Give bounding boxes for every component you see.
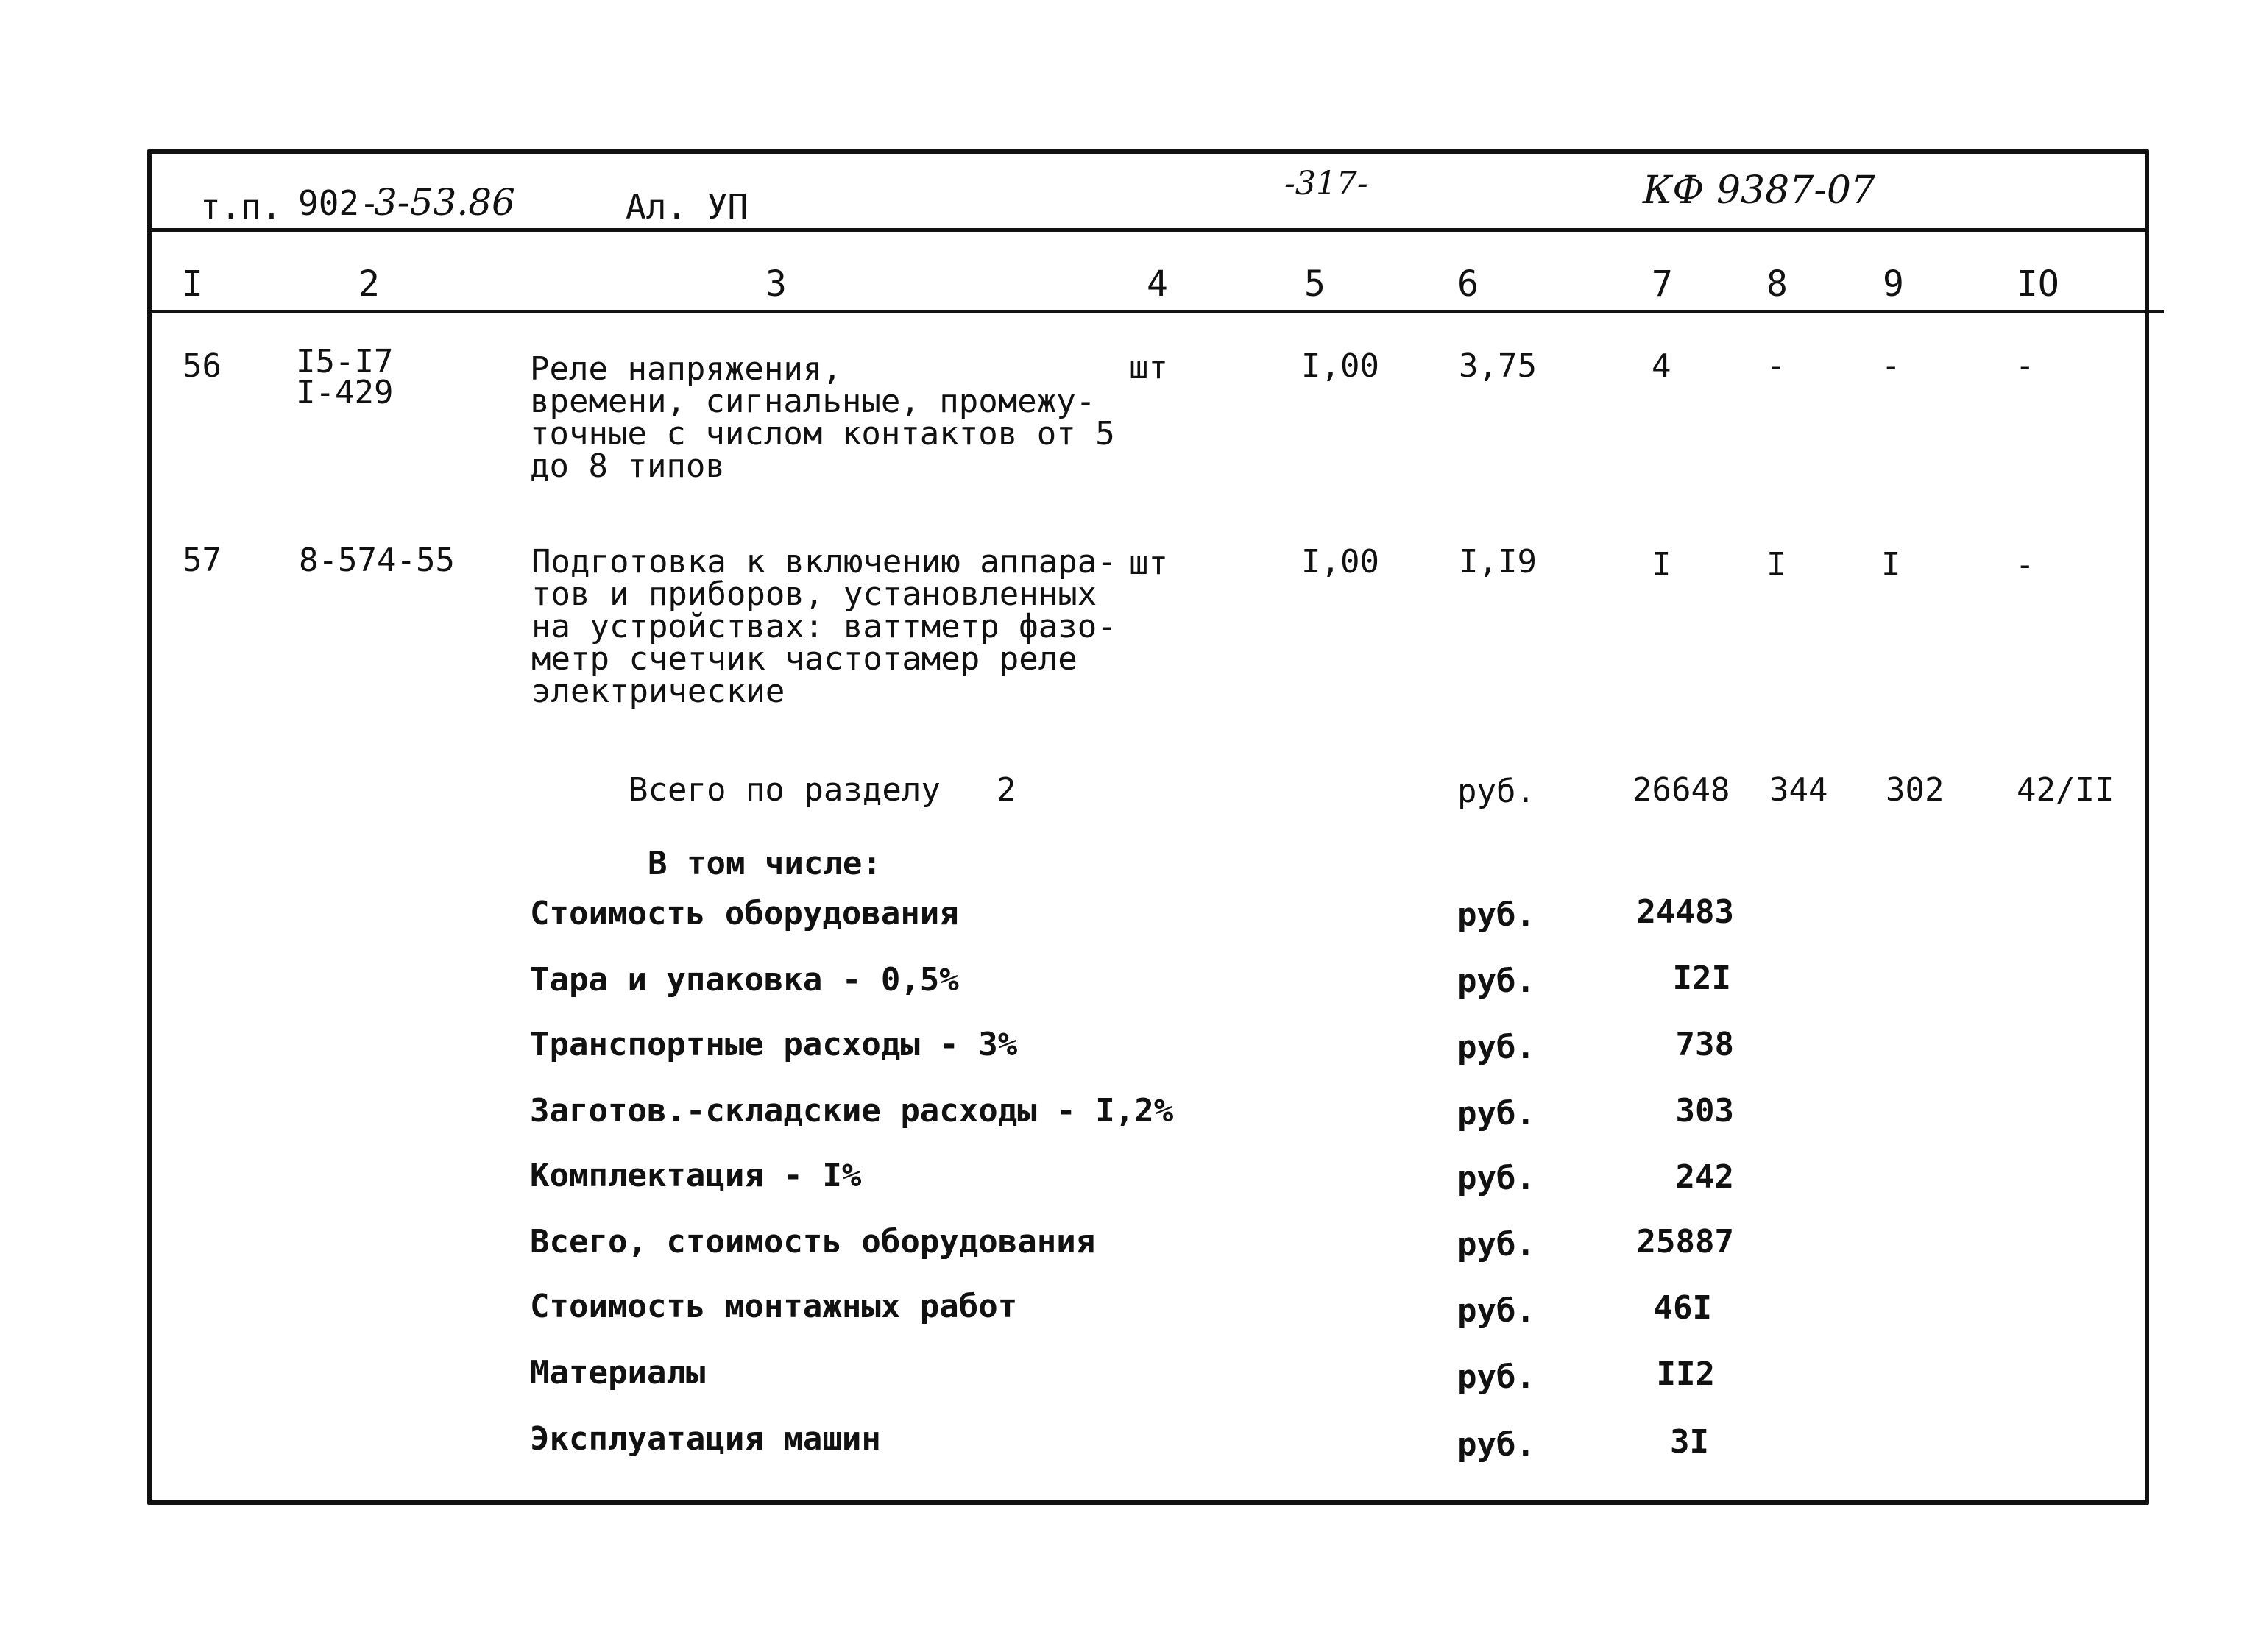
breakdown-unit: руб. bbox=[1457, 1095, 1535, 1132]
breakdown-label: Всего, стоимость оборудования bbox=[530, 1223, 1096, 1261]
breakdown-value: 24483 bbox=[1636, 893, 1734, 931]
column-header: 8 bbox=[1766, 263, 1788, 305]
row-price: 3,75 bbox=[1459, 347, 1537, 385]
row-quantity: I,00 bbox=[1301, 347, 1379, 385]
project-prefix: т.п. bbox=[200, 187, 282, 227]
project-number-handwritten: 3-53.86 bbox=[374, 181, 515, 224]
breakdown-label: Заготов.-складские расходы - I,2% bbox=[530, 1092, 1174, 1130]
row-col7: I bbox=[1652, 546, 1671, 584]
row-description: времени, сигнальные, промежу- bbox=[530, 383, 1096, 420]
row-description: тов и приборов, установленных bbox=[531, 575, 1097, 613]
row-description: точные с числом контактов от 5 bbox=[530, 415, 1115, 453]
row-code: I5-I7 bbox=[296, 343, 394, 380]
column-header: 2 bbox=[358, 263, 380, 305]
album-label: Ал. УП bbox=[626, 187, 749, 227]
breakdown-value: I2I bbox=[1672, 960, 1731, 997]
column-header: 9 bbox=[1883, 263, 1904, 305]
section-number: 2 bbox=[997, 771, 1016, 809]
breakdown-value: 25887 bbox=[1636, 1223, 1734, 1261]
breakdown-unit: руб. bbox=[1457, 1226, 1535, 1263]
row-number: 56 bbox=[183, 347, 222, 385]
row-col10: - bbox=[2015, 546, 2035, 584]
row-unit: шт bbox=[1129, 545, 1168, 582]
section-total-col8: 344 bbox=[1769, 771, 1828, 809]
page-number: -317- bbox=[1284, 165, 1368, 202]
column-header: 5 bbox=[1304, 263, 1326, 305]
breakdown-unit: руб. bbox=[1457, 963, 1535, 1000]
breakdown-unit: руб. bbox=[1457, 896, 1535, 934]
project-number: 902- bbox=[298, 183, 380, 223]
row-col8: - bbox=[1766, 347, 1786, 385]
column-header: I bbox=[182, 263, 203, 305]
row-col9: - bbox=[1881, 347, 1901, 385]
row-description: на устройствах: ваттметр фазо- bbox=[531, 608, 1117, 645]
row-description: до 8 типов bbox=[530, 447, 725, 485]
row-number: 57 bbox=[183, 542, 222, 579]
breakdown-label: Транспортные расходы - 3% bbox=[530, 1026, 1018, 1063]
column-header: 3 bbox=[765, 263, 787, 305]
row-description: метр счетчик частотамер реле bbox=[531, 640, 1078, 678]
row-price: I,I9 bbox=[1459, 543, 1537, 581]
breakdown-value: 303 bbox=[1675, 1092, 1734, 1130]
row-code: 8-574-55 bbox=[299, 542, 455, 579]
breakdown-unit: руб. bbox=[1457, 1426, 1535, 1464]
breakdown-unit: руб. bbox=[1457, 1160, 1535, 1197]
breakdown-value: 46I bbox=[1653, 1289, 1712, 1327]
breakdown-value: II2 bbox=[1656, 1355, 1715, 1393]
row-col9: I bbox=[1881, 546, 1901, 584]
row-description: Реле напряжения, bbox=[530, 350, 842, 388]
section-total-col10: 42/II bbox=[2017, 771, 2115, 809]
breakdown-value: 3I bbox=[1670, 1423, 1709, 1461]
breakdown-label: Материалы bbox=[530, 1354, 706, 1392]
section-total-label: Всего по разделу bbox=[629, 771, 941, 809]
section-total-col9: 302 bbox=[1886, 771, 1945, 809]
column-header-divider bbox=[147, 310, 2164, 313]
section-total-unit: руб. bbox=[1457, 773, 1535, 810]
section-total-col7: 26648 bbox=[1632, 771, 1730, 809]
row-description: Подготовка к включению аппара- bbox=[531, 543, 1117, 581]
including-label: В том числе: bbox=[648, 845, 882, 882]
row-code: I-429 bbox=[296, 374, 394, 411]
row-unit: шт bbox=[1129, 349, 1168, 386]
row-col8: I bbox=[1766, 546, 1786, 584]
column-header: 7 bbox=[1652, 263, 1673, 305]
column-header: IO bbox=[2017, 263, 2059, 305]
column-header: 4 bbox=[1147, 263, 1168, 305]
breakdown-label: Стоимость монтажных работ bbox=[530, 1288, 1018, 1325]
breakdown-unit: руб. bbox=[1457, 1358, 1535, 1396]
row-col10: - bbox=[2015, 347, 2035, 385]
breakdown-unit: руб. bbox=[1457, 1029, 1535, 1066]
header-divider bbox=[147, 228, 2149, 232]
breakdown-value: 242 bbox=[1675, 1158, 1734, 1196]
document-code: КФ 9387-07 bbox=[1643, 169, 1876, 213]
breakdown-label: Тара и упаковка - 0,5% bbox=[530, 961, 959, 999]
breakdown-value: 738 bbox=[1675, 1026, 1734, 1063]
breakdown-label: Эксплуатация машин bbox=[530, 1420, 881, 1458]
column-header: 6 bbox=[1457, 263, 1479, 305]
row-description: электрические bbox=[531, 673, 785, 710]
row-col7: 4 bbox=[1652, 347, 1671, 385]
breakdown-label: Комплектация - I% bbox=[530, 1157, 862, 1194]
breakdown-unit: руб. bbox=[1457, 1292, 1535, 1330]
row-quantity: I,00 bbox=[1301, 543, 1379, 581]
breakdown-label: Стоимость оборудования bbox=[530, 895, 959, 932]
